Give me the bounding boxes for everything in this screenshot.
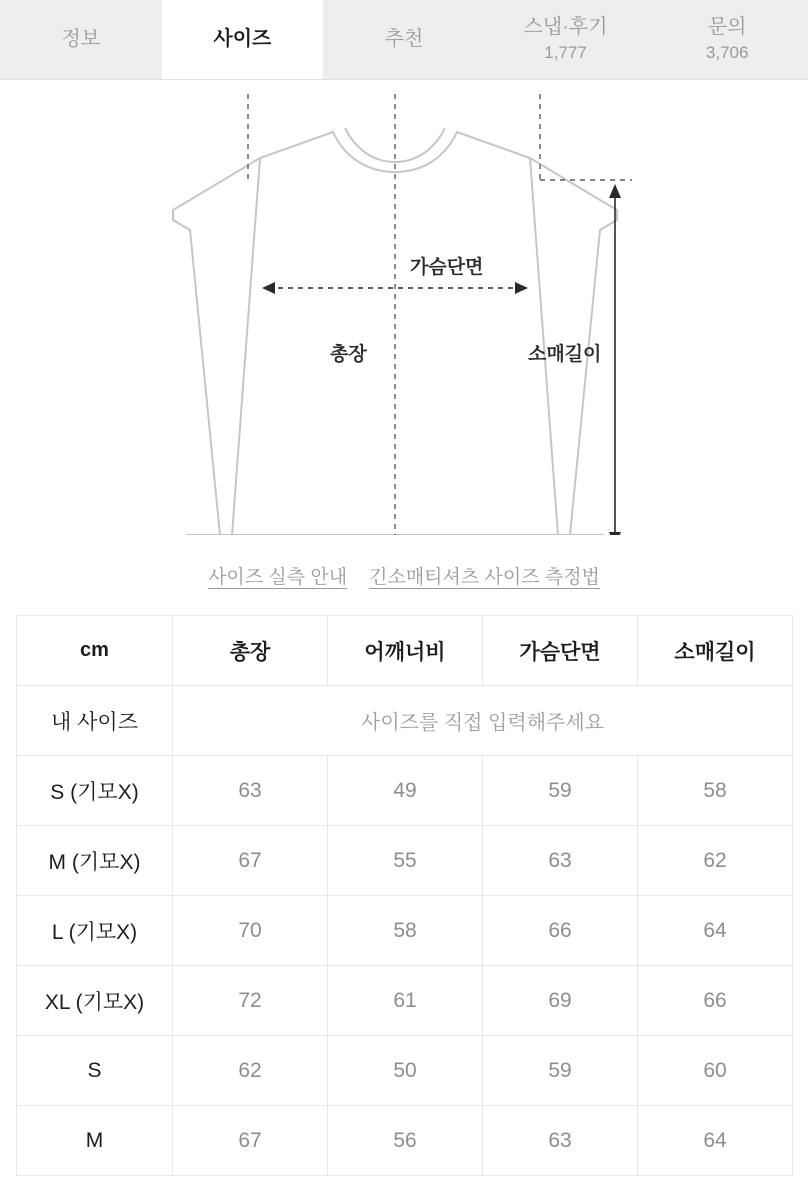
tab-info-label: 정보 [61, 28, 101, 50]
sweatshirt-illustration-svg [0, 80, 808, 535]
sleeve-length-measure-label: 소매길이 [528, 344, 602, 365]
tab-recommend-label: 추천 [384, 28, 424, 50]
table-row [17, 1106, 793, 1176]
cell-chest: 69 [483, 966, 638, 1036]
cell-shoulder-width: 50 [328, 1036, 483, 1106]
tab-inquiry-count: 3,706 [705, 43, 749, 63]
table-row [17, 896, 793, 966]
chest-arrow-left [262, 282, 275, 294]
my-size-label: 내 사이즈 [17, 686, 173, 756]
row-label: XL (기모X) [17, 966, 173, 1036]
cell-shoulder-width: 61 [328, 966, 483, 1036]
row-label: S (기모X) [17, 756, 173, 826]
cell-sleeve-length: 60 [638, 1036, 793, 1106]
table-row [17, 1036, 793, 1106]
chest-arrow-right [515, 282, 528, 294]
cell-total-length: 63 [173, 756, 328, 826]
sleeve-arrow-bottom [609, 532, 621, 535]
my-size-row[interactable] [17, 686, 793, 756]
table-row [17, 966, 793, 1036]
row-label: L (기모X) [17, 896, 173, 966]
header-chest: 가슴단면 [483, 616, 638, 686]
size-diagram [0, 80, 808, 535]
size-guide-links [0, 535, 808, 615]
product-tabbar [0, 0, 808, 80]
size-table [16, 615, 793, 1176]
sleeve-arrow-top [609, 184, 621, 198]
cell-total-length: 72 [173, 966, 328, 1036]
cell-total-length: 67 [173, 1106, 328, 1176]
cell-total-length: 70 [173, 896, 328, 966]
tab-snap-review-label: 스냅·후기 [523, 16, 608, 39]
cell-shoulder-width: 56 [328, 1106, 483, 1176]
cell-chest: 59 [483, 1036, 638, 1106]
tab-size[interactable] [162, 0, 324, 79]
cell-sleeve-length: 64 [638, 896, 793, 966]
size-table-head [17, 616, 793, 686]
header-total-length: 총장 [173, 616, 328, 686]
tab-info[interactable] [0, 0, 162, 79]
guide-link-longsleeve-measure[interactable]: 긴소매티셔츠 사이즈 측정법 [369, 566, 600, 588]
my-size-input[interactable]: 사이즈를 직접 입력해주세요 [173, 686, 793, 756]
size-table-body [17, 686, 793, 1176]
tab-snap-review-count: 1,777 [544, 43, 587, 63]
table-row [17, 826, 793, 896]
cell-chest: 63 [483, 1106, 638, 1176]
cell-sleeve-length: 58 [638, 756, 793, 826]
table-header-row [17, 616, 793, 686]
cell-chest: 63 [483, 826, 638, 896]
tab-snap-review[interactable] [485, 0, 647, 79]
cell-total-length: 62 [173, 1036, 328, 1106]
table-row [17, 756, 793, 826]
header-shoulder-width: 어깨너비 [328, 616, 483, 686]
row-label: S [17, 1036, 173, 1106]
guide-link-measure-info[interactable]: 사이즈 실측 안내 [208, 566, 348, 588]
chest-measure-label: 가슴단면 [410, 257, 484, 278]
cell-shoulder-width: 58 [328, 896, 483, 966]
cell-shoulder-width: 49 [328, 756, 483, 826]
cell-sleeve-length: 64 [638, 1106, 793, 1176]
cell-shoulder-width: 55 [328, 826, 483, 896]
cell-chest: 59 [483, 756, 638, 826]
tab-inquiry[interactable] [646, 0, 808, 79]
tab-size-label: 사이즈 [213, 28, 272, 50]
row-label: M (기모X) [17, 826, 173, 896]
tab-inquiry-label: 문의 [707, 16, 747, 39]
row-label: M [17, 1106, 173, 1176]
cell-sleeve-length: 66 [638, 966, 793, 1036]
cell-sleeve-length: 62 [638, 826, 793, 896]
total-length-measure-label: 총장 [330, 344, 367, 365]
tab-recommend[interactable] [323, 0, 485, 79]
cell-chest: 66 [483, 896, 638, 966]
cell-total-length: 67 [173, 826, 328, 896]
header-sleeve-length: 소매길이 [638, 616, 793, 686]
header-unit: cm [17, 616, 173, 686]
